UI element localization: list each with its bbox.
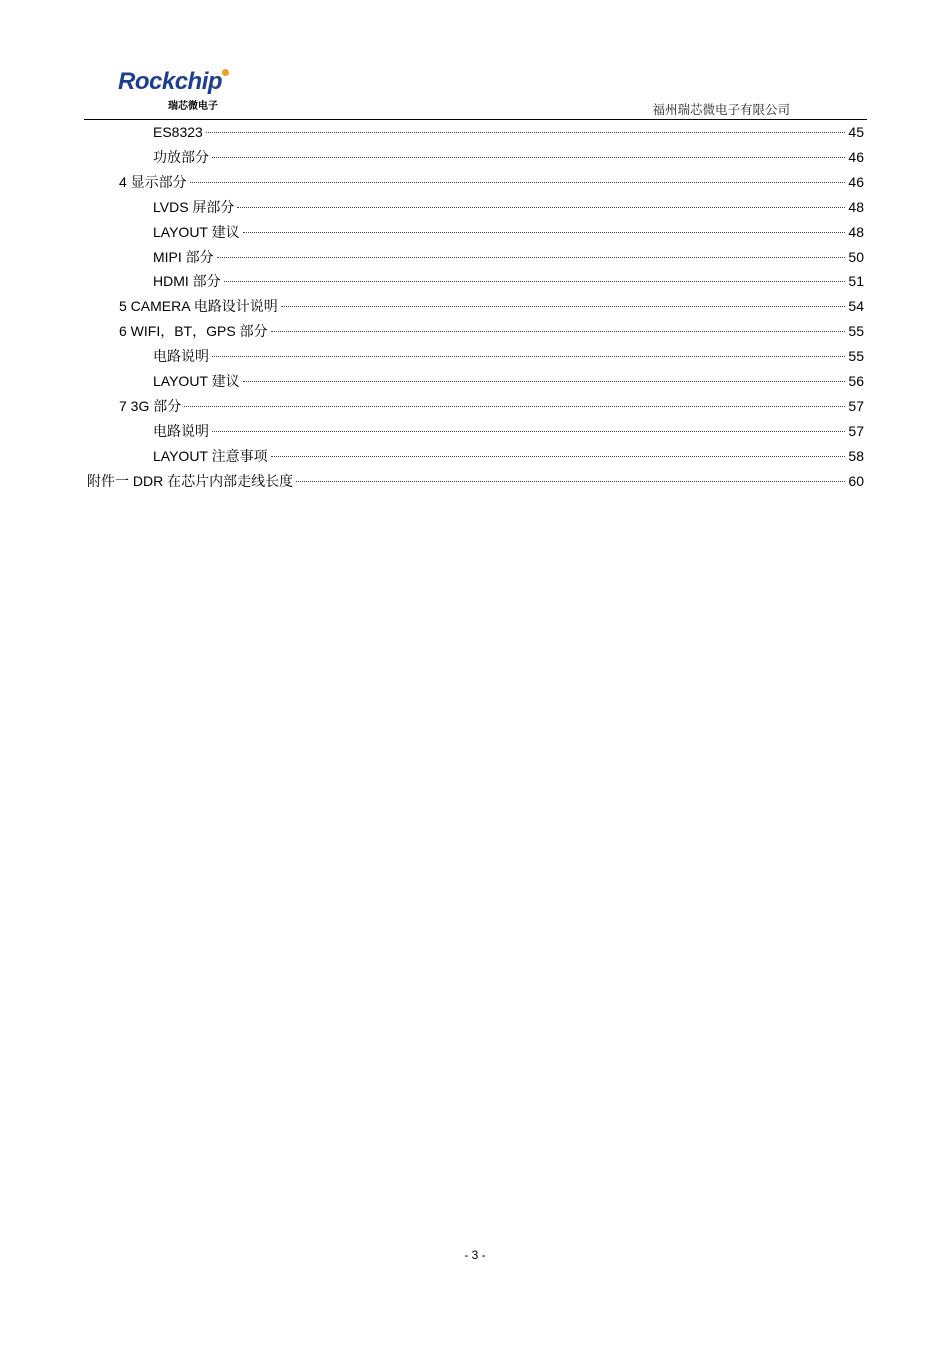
toc-leader-dots [212,157,845,158]
toc-leader-dots [243,232,846,233]
toc-entry-page: 60 [848,472,864,489]
toc-entry[interactable] [87,471,864,491]
toc-entry-title: 7 3G 部分 [119,397,182,414]
toc-leader-dots [296,481,845,482]
toc-leader-dots [212,431,845,432]
toc-entry[interactable] [119,172,864,192]
toc-entry[interactable] [153,197,864,217]
toc-entry-page: 48 [848,198,864,215]
toc-leader-dots [271,331,846,332]
rockchip-logo [118,66,248,114]
toc-entry[interactable] [153,371,864,391]
toc-entry-page: 46 [848,148,864,165]
toc-entry-title: LAYOUT 建议 [153,373,240,389]
toc-entry-title: LVDS 屏部分 [153,198,235,215]
toc-entry[interactable] [153,122,864,142]
toc-entry-title: 功放部分 [153,148,209,165]
toc-entry-title: 附件一 DDR 在芯片内部走线长度 [87,472,294,489]
toc-entry[interactable] [153,147,864,167]
toc-entry[interactable] [153,271,864,291]
toc-entry-title: LAYOUT 建议 [153,223,240,240]
toc-leader-dots [224,281,846,282]
toc-leader-dots [243,381,846,382]
toc-entry-page: 55 [848,348,864,365]
toc-entry-title: 电路说明 [153,348,209,365]
toc-entry[interactable] [153,346,864,366]
toc-entry-page: 50 [848,248,864,265]
toc-entry-page: 57 [848,397,864,414]
header-divider [84,119,867,120]
toc-entry-title: 6 WIFI，BT，GPS 部分 [119,323,268,340]
toc-entry-title: HDMI 部分 [153,273,221,290]
toc-entry-title: 4 显示部分 [119,173,187,190]
page-number: - 3 - [464,1248,486,1262]
toc-leader-dots [281,306,846,307]
toc-leader-dots [212,356,845,357]
toc-entry-title: 电路说明 [153,422,209,439]
company-name: 福州瑞芯微电子有限公司 [652,102,790,117]
toc-entry-page: 55 [848,323,864,340]
logo-wordmark: Rockchip [118,68,223,95]
toc-entry[interactable] [119,396,864,416]
toc-leader-dots [237,207,845,208]
toc-entry-page: 45 [848,124,864,140]
toc-leader-dots [217,257,846,258]
toc-entry-title: 5 CAMERA 电路设计说明 [119,298,278,315]
logo-subtitle: 瑞芯微电子 [168,101,218,112]
toc-leader-dots [271,456,846,457]
toc-entry[interactable] [119,296,864,316]
toc-entry-page: 58 [848,447,864,464]
toc-entry-page: 56 [848,373,864,389]
toc-entry[interactable] [153,421,864,441]
toc-leader-dots [206,132,846,133]
logo-dot-icon [222,69,229,76]
toc-entry-page: 54 [848,298,864,315]
toc-entry-title: MIPI 部分 [153,248,214,265]
toc-entry[interactable] [153,222,864,242]
toc-entry[interactable] [153,247,864,267]
toc-leader-dots [184,406,845,407]
toc-leader-dots [190,182,846,183]
toc-entry-title: LAYOUT 注意事项 [153,447,268,464]
toc-entry-page: 57 [848,422,864,439]
toc-entry-page: 48 [848,223,864,240]
toc-entry-page: 46 [848,173,864,190]
toc-entry-page: 51 [848,273,864,290]
toc-entry[interactable] [153,446,864,466]
toc-entry[interactable] [119,321,864,341]
toc-entry-title: ES8323 [153,124,203,140]
